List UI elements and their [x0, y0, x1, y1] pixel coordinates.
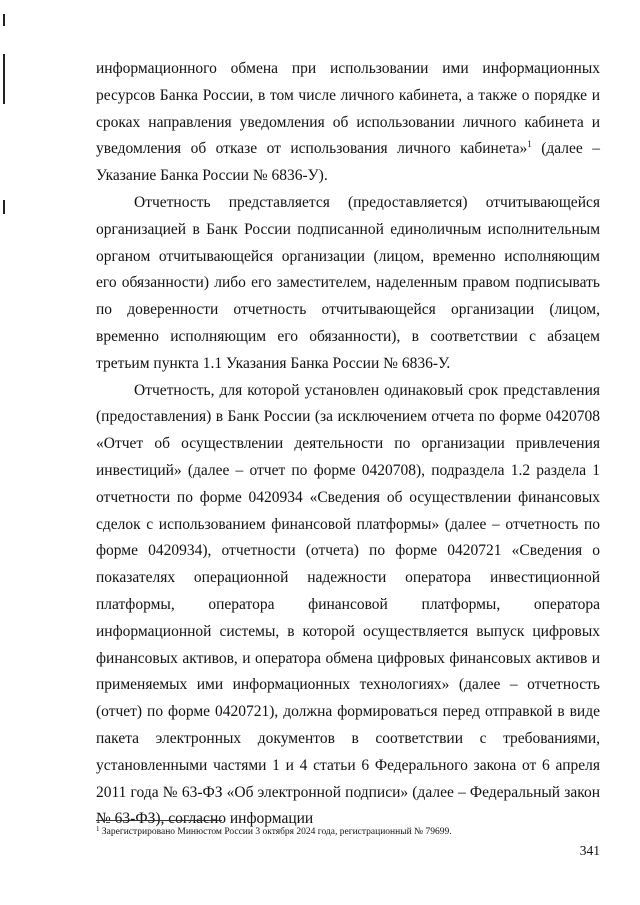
footnote-text: Зарегистрировано Минюстом России 3 октября 2024 года, регистрационный № 79699. — [99, 827, 452, 837]
paragraph-2: Отчетность представляется (предоставляется) отчитывающейся организацией в Банк России подписанной единоличным исполнительным органом отчитывающейся организации (лицом, временно исполняющим его обязанности) либо его заместителем, наделенным правом подписывать по доверенности отчетность отчитывающейся организации (лицом, временно исполняющим его обязанности), в соответствии с абзацем третьим пункта 1.1 Указания Банка России № 6836-У. — [96, 193, 600, 372]
paragraph-1-text: информационного обмена при использовании ими информационных ресурсов Банка России, в том числе личного кабинета, а также о порядке и сроках направления уведомления об использовании личного кабинета и уведомления об отказе от использования личного кабинета» — [96, 60, 600, 158]
paragraph-1 — [96, 56, 600, 190]
margin-mark — [3, 54, 5, 104]
paragraph-1-tail: (далее – Указание Банка России № 6836-У). — [96, 140, 600, 185]
footnote-marker: 1 — [96, 825, 100, 833]
page-number: 341 — [579, 843, 600, 858]
margin-mark — [3, 200, 5, 214]
footnote-divider — [96, 820, 222, 821]
footnote-reference: 1 — [527, 139, 532, 150]
body-text — [96, 56, 600, 833]
paragraph-3: Отчетность, для которой установлен одинаковый срок представления (предоставления) в Банк России (за исключением отчета по форме 0420708 «Отчет об осуществлении деятельности по организации привлечения инвестиций» (далее – отчет по форме 0420708), подраздела 1.2 раздела 1 отчетности по форме 0420934 «Сведения об осуществлении финансовых сделок с использованием финансовой платформы» (далее – отчетность по форме 0420934), отчетности (отчета) по форме 0420721 «Сведения о показателях операционной надежности оператора инвестиционной платформы, оператора финансовой платформы, оператора информационной системы, в которой осуществляется выпуск цифровых финансовых активов, и оператора обмена цифровых финансовых активов и применяемых ими информационных технологиях» (далее – отчетность (отчет) по форме 0420721), должна формироваться перед отправкой в виде пакета электронных документов в соответствии с требованиями, установленными частями 1 и 4 статьи 6 Федерального закона от 6 апреля 2011 года № 63-ФЗ «Об электронной подписи» (далее – Федеральный закон № 63-ФЗ), согласно информации — [96, 381, 600, 828]
margin-mark — [3, 14, 5, 26]
footnote — [96, 826, 600, 839]
